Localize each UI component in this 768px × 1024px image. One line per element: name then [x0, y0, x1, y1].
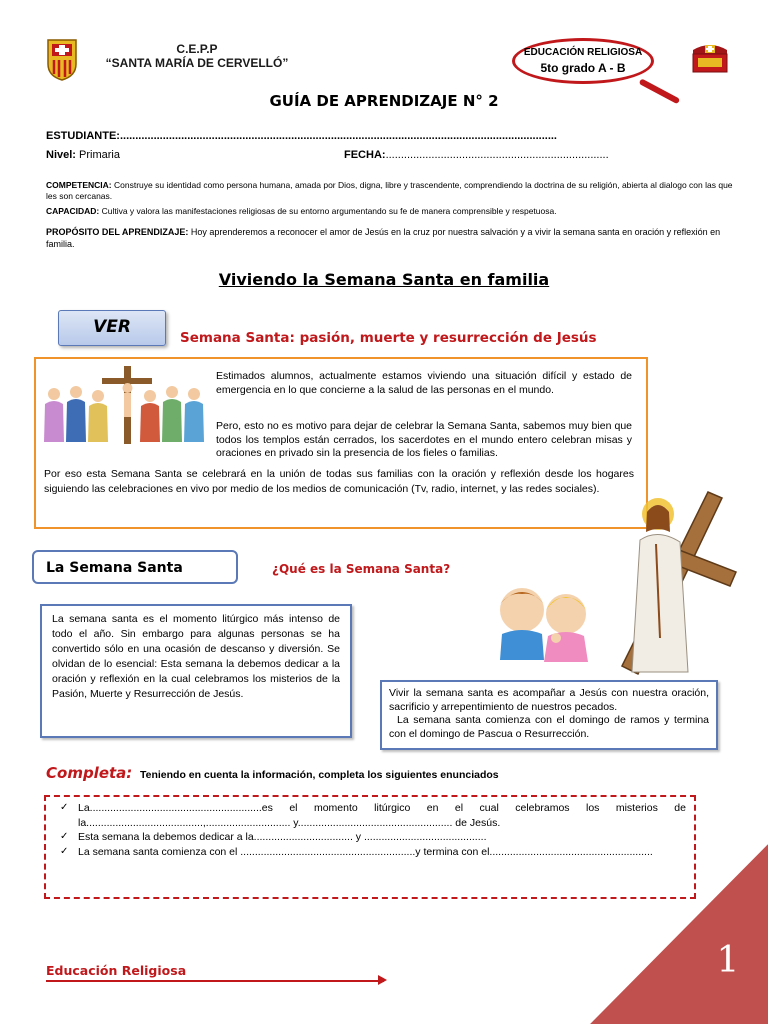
- fill-in-item-1[interactable]: ✓ La...........................................................es el momento litúrgico en el cual celebramos los misterios de la........................................,............................. y..................................................... de Jesús.: [60, 801, 686, 830]
- semana-santa-title-box: La Semana Santa: [32, 550, 238, 584]
- definition-text: La semana santa es el momento litúrgico más intenso de todo el año. Sin embargo para algunas personas se ha convertido sólo en una ocasión de descanso y diversión. Se olvidan de lo esencial: Esta semana la debemos dedicar a la oración y reflexión en la cual celebramos los misterios de la Pasión, Muerte y Resurrección de Jesús.: [52, 613, 340, 700]
- proposito-body: Hoy aprenderemos a reconocer el amor de Jesús en la cruz por nuestra salvación y a vivir la semana santa en oración y reflexión en familia.: [46, 227, 721, 249]
- crucifixion-illustration-icon: [40, 364, 208, 444]
- student-name-line: [46, 130, 557, 142]
- jesus-carrying-cross-illustration-icon: [612, 488, 740, 680]
- capacidad-body: Cultiva y valora las manifestaciones religiosas de su entorno argumentando su fe de manera comprensible y respetuosa.: [101, 206, 557, 216]
- completa-instruction: Teniendo en cuenta la información, completa los siguientes enunciados: [140, 769, 499, 781]
- student-blank: ...............................................................................................................................................: [119, 130, 557, 142]
- student-label: ESTUDIANTE:: [46, 130, 120, 142]
- completa-heading: Completa:: [46, 764, 133, 782]
- vivir-text-2: La semana santa comienza con el domingo de ramos y termina con el domingo de Pascua o Resurrección.: [389, 714, 709, 740]
- intro-paragraph-2: Pero, esto no es motivo para dejar de celebrar la Semana Santa, sabemos muy bien que todos los templos están cerrados, los sacerdotes en el mundo entero celebran misas y oraciones en privado sin la presencia de los fieles o familias.: [216, 420, 632, 459]
- main-title: [0, 270, 768, 289]
- proposito-label: PROPÓSITO DEL APRENDIZAJE:: [46, 227, 189, 237]
- definition-box: [40, 604, 352, 738]
- footer-arrow-icon: [378, 975, 387, 985]
- ver-heading: Semana Santa: pasión, muerte y resurrección de Jesús: [180, 330, 597, 346]
- fill-in-item-3[interactable]: ✓ La semana santa comienza con el ............................................................y termina con el........................................................: [60, 845, 686, 860]
- main-title-text: Viviendo la Semana Santa en familia: [218, 270, 550, 289]
- competencia-label: COMPETENCIA:: [46, 180, 112, 190]
- praying-children-illustration-icon: [474, 580, 606, 666]
- capacidad-label: CAPACIDAD:: [46, 206, 100, 216]
- date-line: [344, 149, 609, 161]
- date-label: FECHA:: [344, 149, 386, 161]
- intro-paragraph-1: Estimados alumnos, actualmente estamos viviendo una situación difícil y estado de emergencia en lo que concierne a la salud de las personas en el mundo.: [216, 370, 632, 396]
- level-label: Nivel:: [46, 149, 76, 161]
- school-shield-icon: [46, 38, 78, 82]
- vivir-text-1: Vivir la semana santa es acompañar a Jesús con nuestra oración, sacrificio y arrepentimiento de nuestros pecados.: [389, 687, 709, 713]
- level-line: [46, 149, 120, 161]
- level-value: Primaria: [79, 149, 120, 161]
- proposito-text: [46, 226, 734, 250]
- subject-name: EDUCACIÓN RELIGIOSA: [523, 47, 643, 58]
- subject-badge: [512, 38, 654, 84]
- intro-paragraph-3: Por eso esta Semana Santa se celebrará en la unión de todas sus familias con la oración y reflexión desde los hogares siguiendo las celebraciones en vivo por medio de los medios de comunicación (Tv, radio, internet, y las redes sociales).: [44, 468, 634, 495]
- school-acronym: C.E.P.P: [176, 42, 218, 56]
- date-blank: .........................................................................: [385, 149, 609, 161]
- ver-label-box: VER: [58, 310, 166, 346]
- footer-label: Educación Religiosa: [46, 963, 187, 978]
- treasure-box-icon: [690, 40, 730, 74]
- capacidad-text: [46, 206, 734, 217]
- school-full-name: “SANTA MARÍA DE CERVELLÓ”: [105, 56, 289, 70]
- page-corner-triangle-icon: [588, 842, 768, 1024]
- fill-in-item-2[interactable]: ✓ Esta semana la debemos dedicar a la.................................. y ..........................................: [60, 830, 686, 845]
- guide-title: GUÍA DE APRENDIZAJE N° 2: [269, 92, 499, 110]
- page-number: 1: [716, 940, 740, 981]
- semana-santa-question: ¿Qué es la Semana Santa?: [272, 562, 451, 576]
- footer-divider: [46, 980, 384, 982]
- competencia-body: Construye su identidad como persona humana, amada por Dios, digna, libre y trascendente, comprendiendo la doctrina de su religión, abierta al dialogo con las que les son cercanas.: [46, 180, 733, 201]
- competencia-text: [46, 180, 734, 202]
- grade-label: 5to grado A - B: [540, 61, 626, 75]
- school-name: [92, 42, 302, 70]
- vivir-box: [380, 680, 718, 750]
